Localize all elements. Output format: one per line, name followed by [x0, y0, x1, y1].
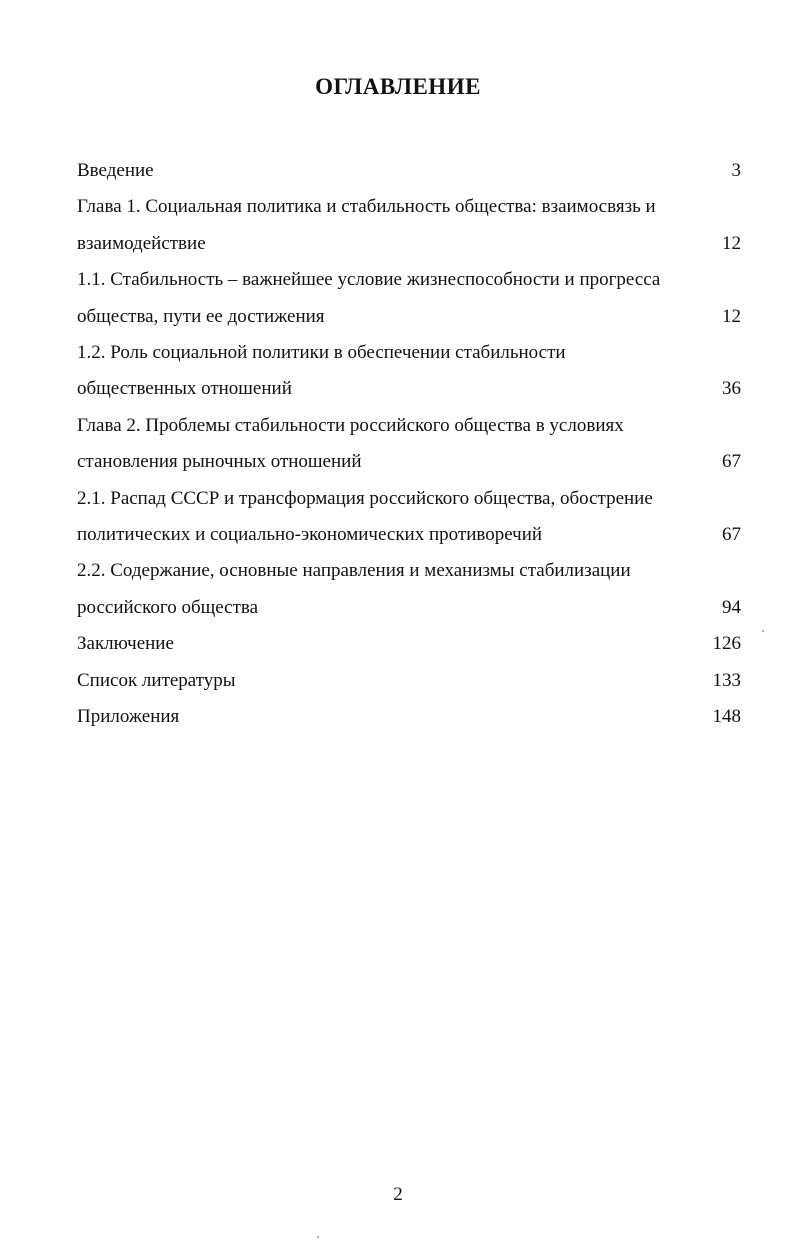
- toc-entry-line: взаимодействие: [77, 232, 206, 254]
- toc-entry-line: общества, пути ее достижения: [77, 305, 325, 327]
- toc-entry-section-2-2[interactable]: [77, 553, 741, 626]
- toc-entry-section-1-2[interactable]: [77, 335, 741, 408]
- toc-entry-text: [77, 699, 695, 735]
- scan-speck: [762, 630, 764, 632]
- toc-entry-line: 1.1. Стабильность – важнейшее условие жизнеспособности и прогресса: [77, 269, 661, 291]
- toc-page-number: 94: [722, 596, 741, 618]
- toc-entry-line: 2.2. Содержание, основные направления и механизмы стабилизации: [77, 560, 631, 582]
- toc-entry-section-1-1[interactable]: [77, 262, 741, 335]
- toc-entry-text: [77, 626, 695, 662]
- toc-page-number: 67: [722, 524, 741, 546]
- toc-entry-chapter-1[interactable]: [77, 189, 741, 262]
- toc-page-number: 133: [712, 669, 741, 691]
- toc-entry-section-2-1[interactable]: [77, 481, 741, 554]
- toc-entry-line: 2.1. Распад СССР и трансформация российского общества, обострение: [77, 487, 653, 509]
- toc-page-number: 126: [712, 633, 741, 655]
- toc-entry-line: политических и социально-экономических противоречий: [77, 524, 543, 546]
- toc-page-number: 12: [722, 232, 741, 254]
- toc-entry-bibliography[interactable]: [77, 663, 741, 699]
- toc-entry-text: [77, 663, 695, 699]
- toc-entry-line: становления рыночных отношений: [77, 451, 362, 473]
- toc-entry-text: [77, 553, 695, 626]
- toc-page-number: 12: [722, 305, 741, 327]
- toc-entry-introduction[interactable]: [77, 153, 741, 189]
- toc-entry-line: российского общества: [77, 596, 259, 618]
- toc-entry-text: [77, 153, 695, 189]
- toc-entry-text: [77, 481, 695, 554]
- toc-entry-appendices[interactable]: [77, 699, 741, 735]
- toc-entry-line: Приложения: [77, 706, 180, 728]
- toc-entry-line: Глава 1. Социальная политика и стабильность общества: взаимосвязь и: [77, 196, 656, 218]
- toc-entry-line: Список литературы: [77, 669, 236, 691]
- page-title: ОГЛАВЛЕНИЕ: [315, 74, 481, 99]
- toc-entry-line: 1.2. Роль социальной политики в обеспечении стабильности: [77, 342, 566, 364]
- toc-page-number: 67: [722, 451, 741, 473]
- toc-entry-text: [77, 262, 695, 335]
- toc-entry-chapter-2[interactable]: [77, 408, 741, 481]
- scan-speck: [317, 1236, 319, 1238]
- toc-entry-line: Заключение: [77, 633, 174, 655]
- toc-entry-text: [77, 335, 695, 408]
- toc-page-number: 36: [722, 378, 741, 400]
- toc-page-number: 148: [712, 706, 741, 728]
- toc-entry-line: общественных отношений: [77, 378, 292, 400]
- toc-entry-text: [77, 408, 695, 481]
- toc-entry-line: Глава 2. Проблемы стабильности российского общества в условиях: [77, 414, 624, 436]
- toc-page-number: 3: [731, 160, 741, 181]
- toc-entry-conclusion[interactable]: [77, 626, 741, 662]
- toc-entry-text: [77, 189, 695, 262]
- toc-entry-line: Введение: [77, 160, 154, 181]
- page-number: 2: [393, 1184, 403, 1205]
- table-of-contents: [77, 153, 741, 736]
